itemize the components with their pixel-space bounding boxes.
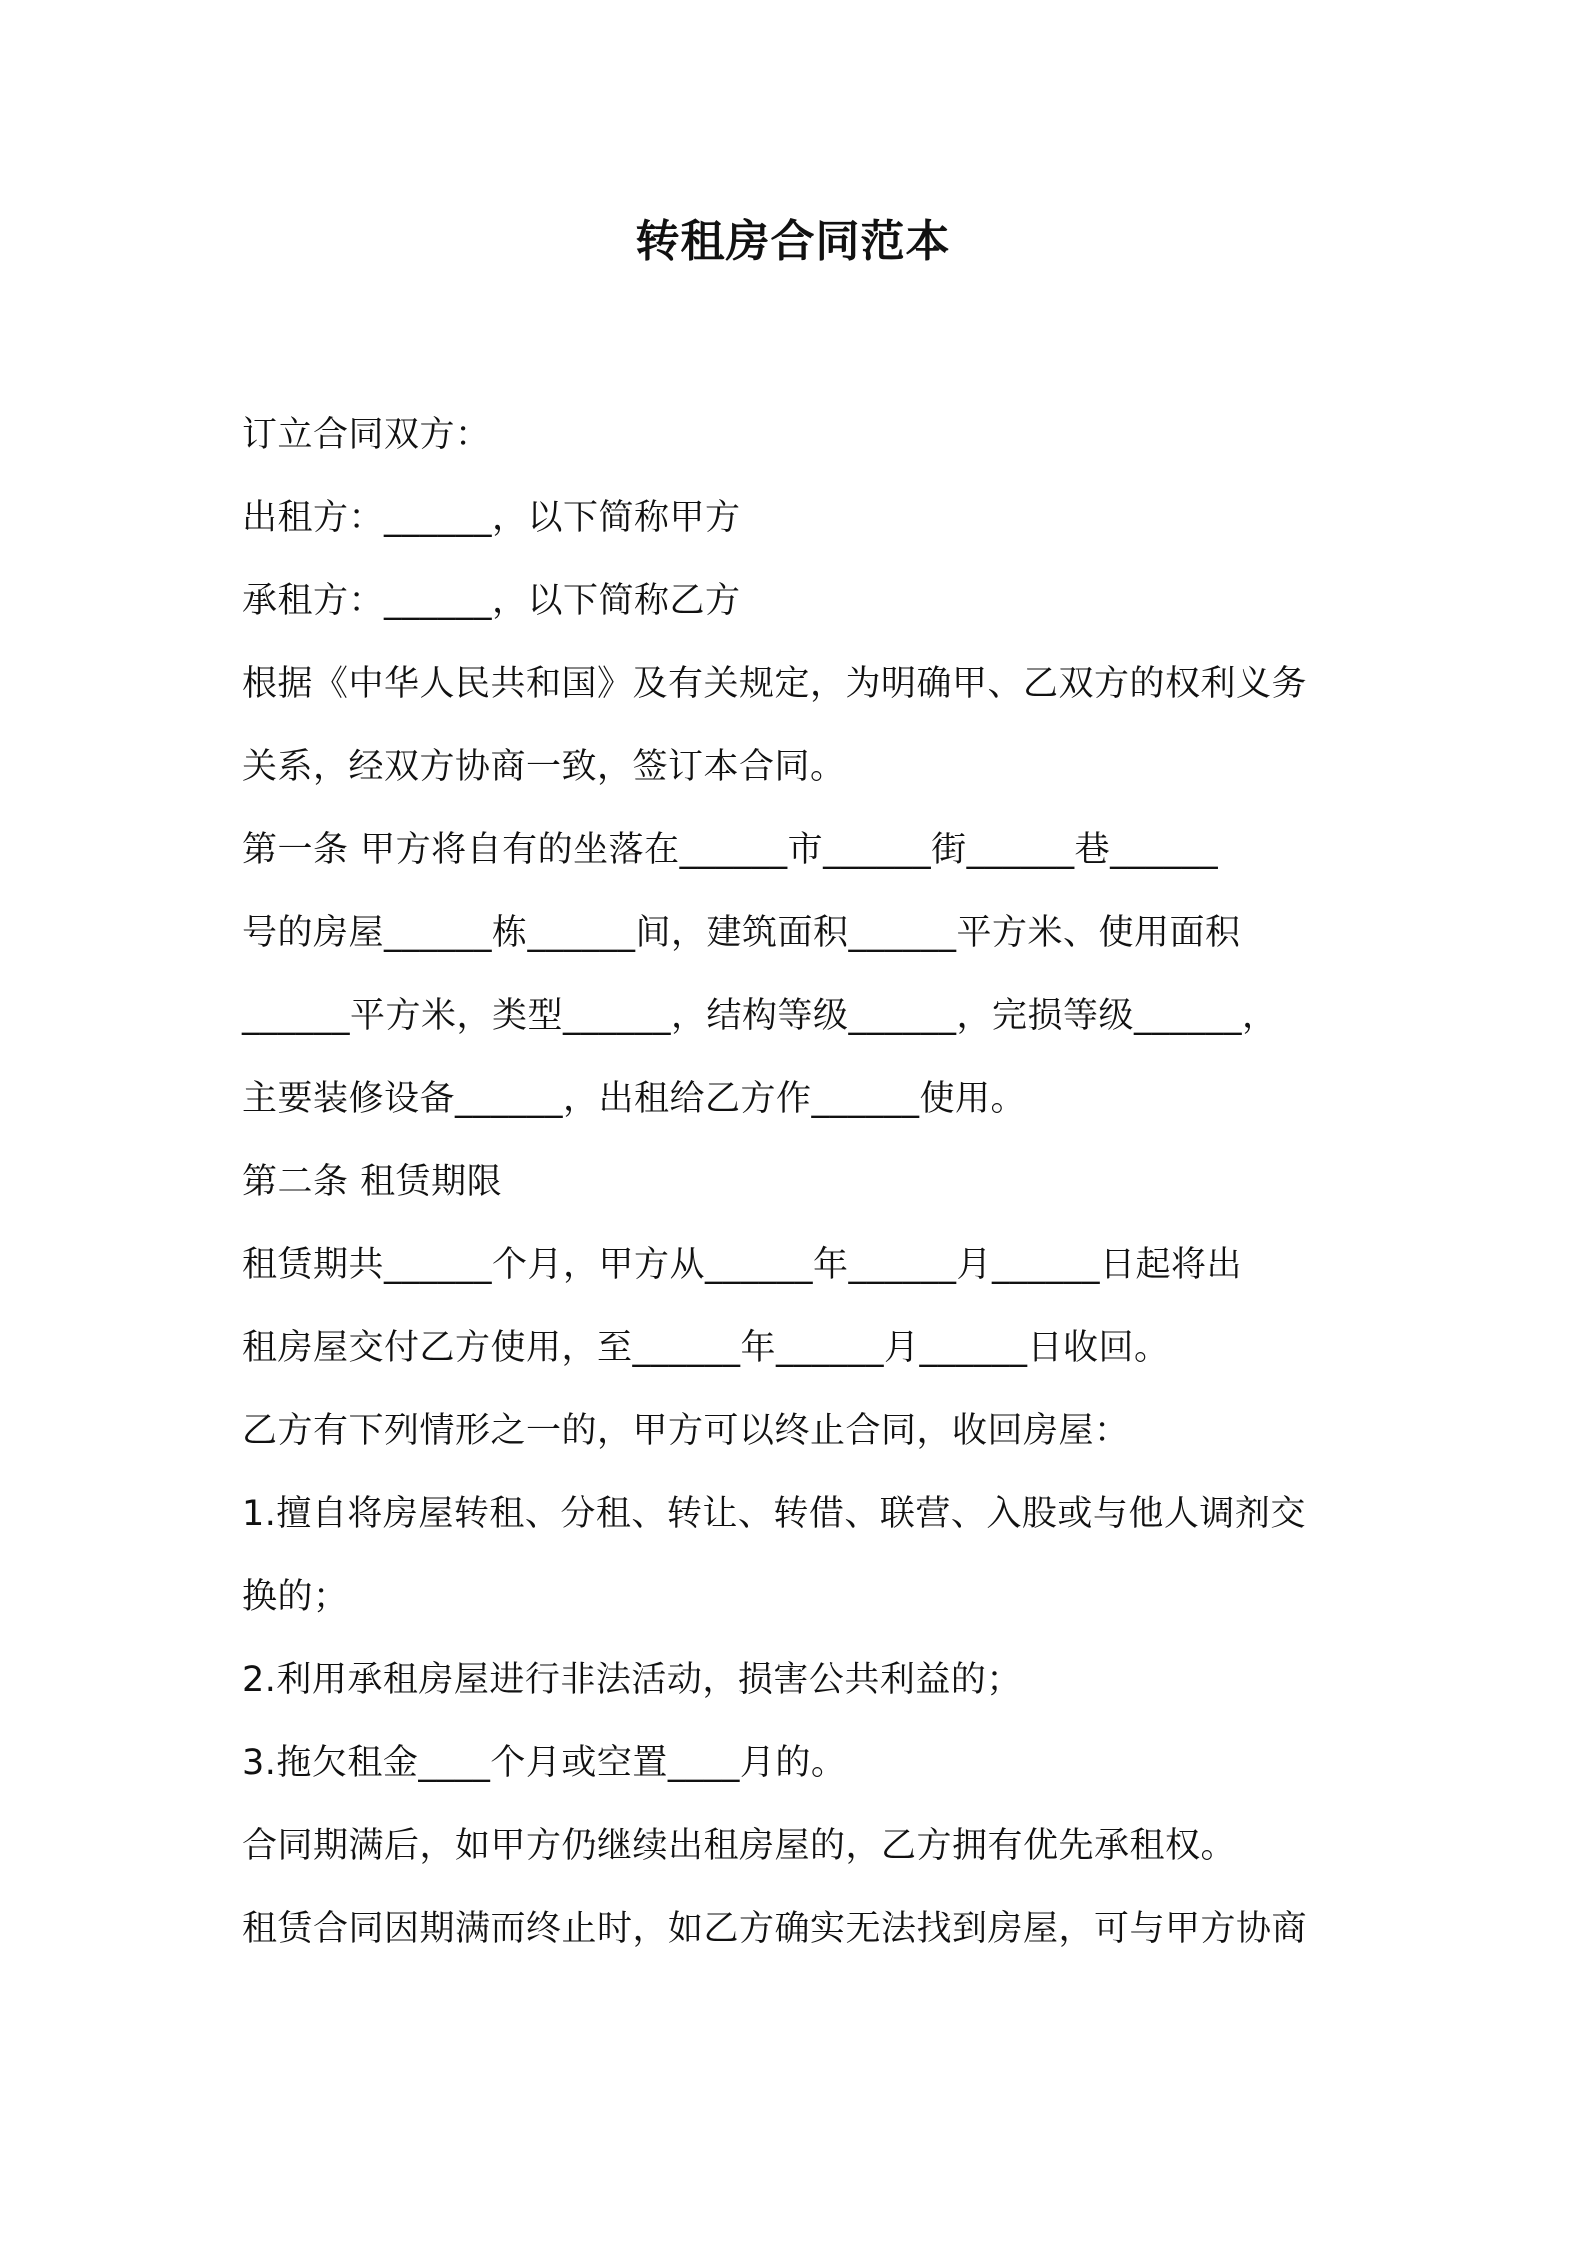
text-line: 3.拖欠租金____个月或空置____月的。	[242, 1743, 847, 1783]
text-line: 第二条 租赁期限	[242, 1162, 503, 1202]
text-line: 主要装修设备______，出租给乙方作______使用。	[242, 1079, 1027, 1119]
text-line: 换的；	[242, 1577, 349, 1617]
text-line: 租赁合同因期满而终止时，如乙方确实无法找到房屋，可与甲方协商	[242, 1909, 1308, 1949]
text-line: 第一条 甲方将自有的坐落在______市______街______巷______	[242, 830, 1219, 870]
text-line: 关系，经双方协商一致，签订本合同。	[242, 747, 846, 787]
text-line: ______平方米，类型______，结构等级______，完损等级______，	[242, 996, 1278, 1036]
text-line: 1.擅自将房屋转租、分租、转让、转借、联营、入股或与他人调剂交	[242, 1494, 1306, 1534]
text-line: 承租方：______，以下简称乙方	[242, 581, 741, 621]
text-line: 租房屋交付乙方使用，至______年______月______日收回。	[242, 1328, 1170, 1368]
text-line: 出租方：______，以下简称甲方	[242, 498, 741, 538]
text-line: 乙方有下列情形之一的，甲方可以终止合同，收回房屋：	[242, 1411, 1130, 1451]
text-line: 根据《中华人民共和国》及有关规定，为明确甲、乙双方的权利义务	[242, 664, 1308, 704]
text-line: 号的房屋______栋______间，建筑面积______平方米、使用面积	[242, 913, 1241, 953]
text-line: 2.利用承租房屋进行非法活动，损害公共利益的；	[242, 1660, 1022, 1700]
document-title: 转租房合同范本	[635, 216, 951, 267]
text-line: 租赁期共______个月，甲方从______年______月______日起将出	[242, 1245, 1243, 1285]
text-line: 订立合同双方：	[242, 415, 491, 455]
text-line: 合同期满后，如甲方仍继续出租房屋的，乙方拥有优先承租权。	[242, 1826, 1237, 1866]
